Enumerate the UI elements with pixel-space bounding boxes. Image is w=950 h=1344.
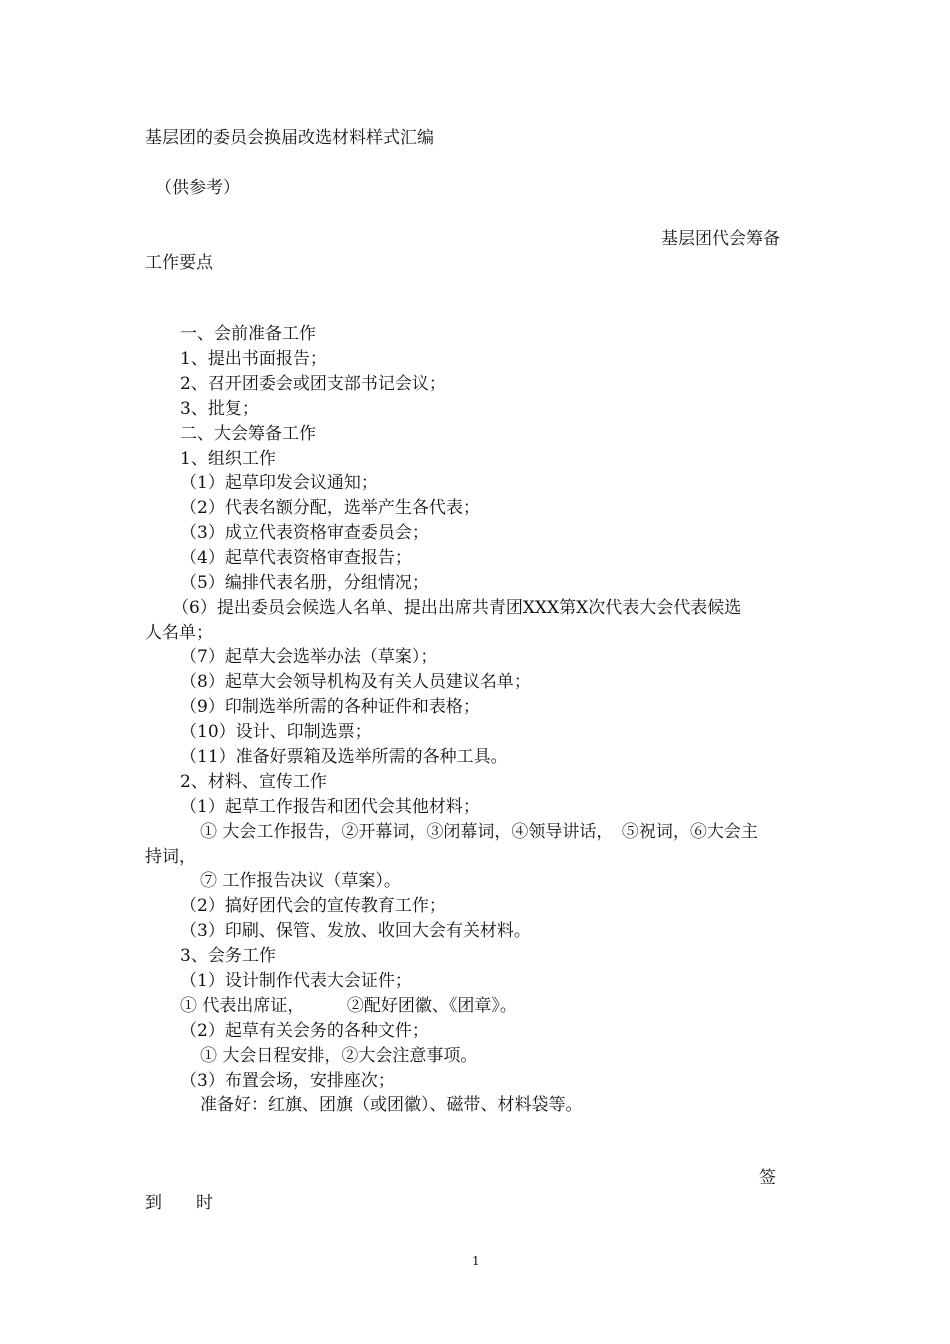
body-line: 1、组织工作: [180, 449, 276, 469]
body-line: 人名单；: [145, 623, 213, 643]
body-line: （2）搞好团代会的宣传教育工作；: [180, 896, 446, 916]
body-line: （3）布置会场，安排座次；: [180, 1071, 395, 1091]
body-line: 持词，: [145, 847, 196, 867]
sign-char: 签: [759, 1168, 776, 1188]
body-line: （2）起草有关会务的各种文件；: [180, 1021, 429, 1041]
body-line: （8）起草大会领导机构及有关人员建议名单；: [180, 672, 531, 692]
body-line: （3）成立代表资格审查委员会；: [180, 523, 429, 543]
body-line: （9）印制选举所需的各种证件和表格；: [180, 697, 480, 717]
page-number: 1: [472, 1254, 480, 1268]
body-line: ① 大会工作报告，②开幕词，③闭幕词，④领导讲话， ⑤祝词，⑥大会主: [200, 822, 758, 842]
body-line: （2）代表名额分配，选举产生各代表；: [180, 498, 480, 518]
body-line: 1、提出书面报告；: [180, 349, 327, 369]
body-line: 3、会务工作: [180, 946, 276, 966]
body-line: ⑦ 工作报告决议（草案）。: [200, 871, 401, 891]
section-title-part1: 基层团代会筹备: [661, 229, 780, 249]
body-line: 一、会前准备工作: [180, 324, 316, 344]
body-line: （1）起草工作报告和团代会其他材料；: [180, 797, 480, 817]
body-line: 准备好：红旗、团旗（或团徽）、磁带、材料袋等。: [200, 1095, 583, 1115]
body-line: （1）设计制作代表大会证件；: [180, 971, 412, 991]
body-line: 二、大会筹备工作: [180, 424, 316, 444]
body-line: （5）编排代表名册，分组情况；: [180, 573, 429, 593]
body-line: （1）起草印发会议通知；: [180, 473, 378, 493]
body-line: 2、材料、宣传工作: [180, 772, 327, 792]
body-line: 3、批复；: [180, 399, 259, 419]
body-line: （11）准备好票箱及选举所需的各种工具。: [180, 747, 508, 767]
body-line: 2、召开团委会或团支部书记会议；: [180, 374, 446, 394]
body-line: （4）起草代表资格审查报告；: [180, 548, 412, 568]
body-line: （7）起草大会选举办法（草案）；: [180, 647, 438, 667]
body-line: （10）设计、印制选票；: [180, 722, 372, 742]
body-line: ① 大会日程安排，②大会注意事项。: [200, 1046, 478, 1066]
time-row: 到 时: [145, 1193, 213, 1213]
body-line: ① 代表出席证， ②配好团徽、《团章》。: [180, 996, 517, 1016]
body-line: （3）印刷、保管、发放、收回大会有关材料。: [180, 921, 531, 941]
section-title-part2: 工作要点: [145, 253, 213, 273]
document-subtitle: （供参考）: [155, 178, 240, 198]
body-line: （6）提出委员会候选人名单、提出出席共青团XXX第X次代表大会代表候选: [172, 598, 742, 618]
document-title: 基层团的委员会换届改选材料样式汇编: [145, 128, 434, 148]
